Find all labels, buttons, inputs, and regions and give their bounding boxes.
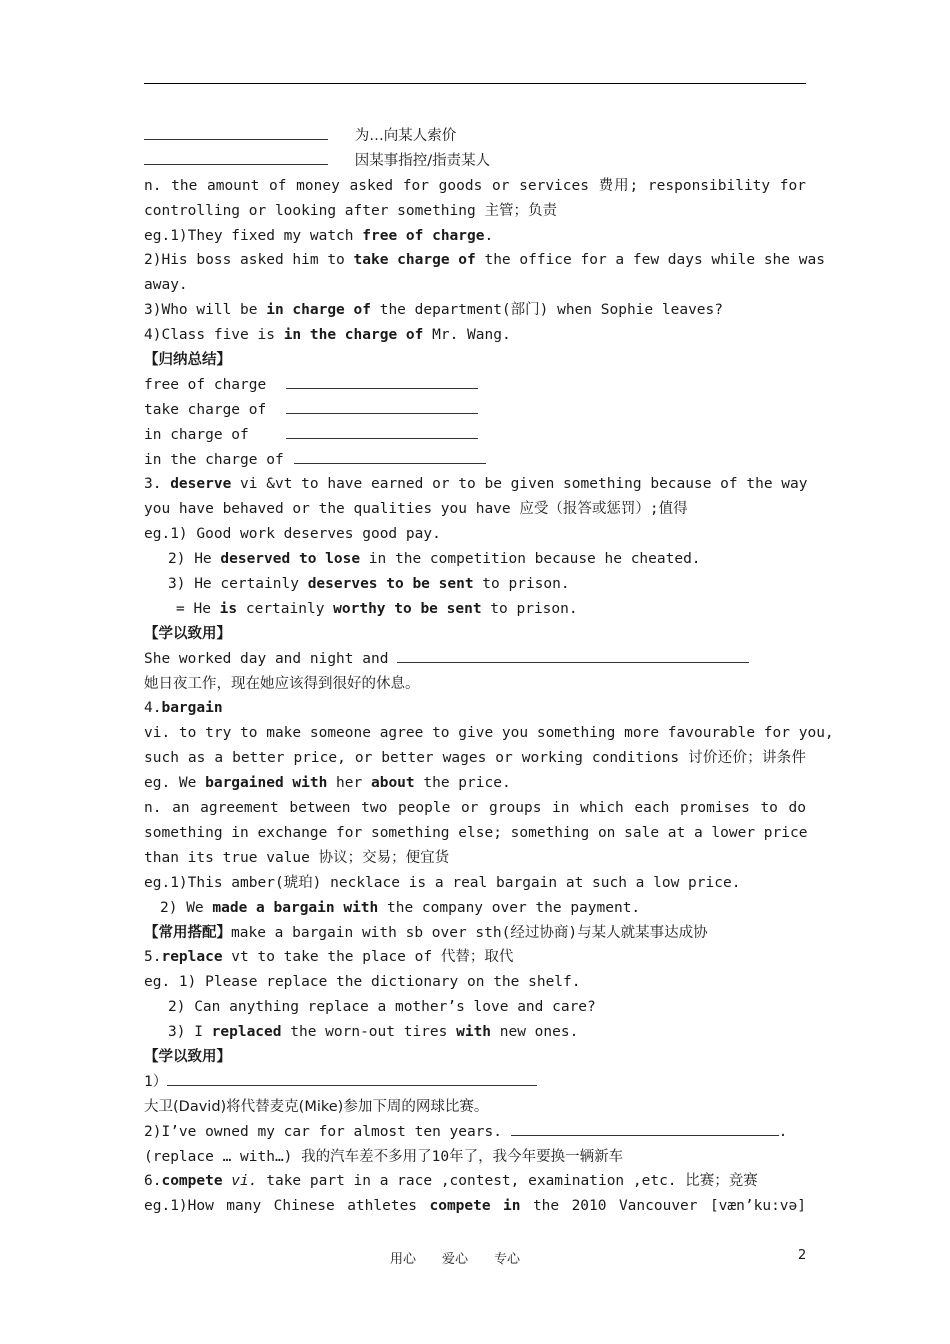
answer-blank[interactable] bbox=[286, 425, 478, 439]
entry-bargain: 4.bargain bbox=[144, 700, 223, 717]
practice-line: She worked day and night and bbox=[144, 647, 806, 672]
summary-item: free of charge bbox=[144, 373, 806, 398]
practice-line: 1） bbox=[144, 1070, 806, 1095]
example-line: 3) I replaced the worn-out tires with new ones. bbox=[168, 1024, 579, 1041]
answer-blank[interactable] bbox=[294, 450, 486, 464]
document-page bbox=[144, 124, 834, 1219]
page-footer bbox=[0, 1248, 950, 1268]
summary-item: in charge of bbox=[144, 423, 806, 448]
practice-translation: 她日夜工作，现在她应该得到很好的休息。 bbox=[144, 675, 420, 692]
answer-blank[interactable] bbox=[167, 1072, 537, 1086]
example-line: 2) Can anything replace a mother’s love and care? bbox=[168, 999, 596, 1016]
section-heading-practice: 【学以致用】 bbox=[144, 1048, 231, 1065]
section-heading-summary: 【归纳总结】 bbox=[144, 352, 231, 369]
practice-line: 2)I’ve owned my car for almost ten years. . bbox=[144, 1123, 788, 1140]
example-line: 3)Who will be in charge of the department(部门) when Sophie leaves? bbox=[144, 302, 723, 319]
example-line: eg.1) Good work deserves good pay. bbox=[144, 526, 441, 543]
practice-hint: (replace … with…) 我的汽车差不多用了10年了，我今年要换一辆新车 bbox=[144, 1148, 624, 1165]
example-line: 4)Class five is in the charge of Mr. Wang. bbox=[144, 327, 511, 344]
answer-blank[interactable] bbox=[144, 126, 328, 140]
answer-blank[interactable] bbox=[144, 151, 328, 165]
fill-line-charge-with bbox=[144, 149, 806, 174]
definition-line: you have behaved or the qualities you have 应受（报答或惩罚）;值得 bbox=[144, 501, 688, 518]
example-line: eg.1)They fixed my watch free of charge. bbox=[144, 227, 494, 244]
definition-line: something in exchange for something else; something on sale at a lower price bbox=[144, 824, 808, 841]
section-heading-practice: 【学以致用】 bbox=[144, 625, 231, 642]
example-line: eg. We bargained with her about the price. bbox=[144, 775, 511, 792]
summary-item: in the charge of bbox=[144, 448, 806, 473]
definition-line: controlling or looking after something 主管；负责 bbox=[144, 202, 557, 219]
definition-line: than its true value 协议；交易；便宜货 bbox=[144, 849, 450, 866]
example-line: away. bbox=[144, 277, 188, 294]
summary-item: take charge of bbox=[144, 398, 806, 423]
header-rule bbox=[144, 83, 806, 84]
translation-hint: 因某事指控/指责某人 bbox=[354, 152, 491, 169]
practice-translation: 大卫(David)将代替麦克(Mike)参加下周的网球比赛。 bbox=[144, 1098, 489, 1115]
collocation-line: 【常用搭配】make a bargain with sb over sth(经过协商)与某人就某事达成协 bbox=[144, 924, 708, 941]
answer-blank[interactable] bbox=[511, 1122, 779, 1136]
fill-line-charge-for bbox=[144, 124, 806, 149]
definition-line: such as a better price, or better wages or working conditions 讨价还价；讲条件 bbox=[144, 750, 806, 767]
entry-deserve: 3. deserve vi &vt to have earned or to be given something because of the way bbox=[144, 476, 808, 493]
example-line: 3) He certainly deserves to be sent to prison. bbox=[168, 576, 570, 593]
answer-blank[interactable] bbox=[286, 375, 478, 389]
footer-motto: 用心 爱心 专心 bbox=[390, 1252, 521, 1267]
example-line: 2)His boss asked him to take charge of the office for a few days while she was bbox=[144, 252, 825, 269]
definition-line: n. an agreement between two people or groups in which each promises to do bbox=[144, 800, 806, 817]
page-number: 2 bbox=[798, 1248, 807, 1263]
example-line: 2) We made a bargain with the company over the payment. bbox=[160, 899, 641, 916]
example-line: eg.1)This amber(琥珀) necklace is a real bargain at such a low price. bbox=[144, 874, 741, 891]
entry-compete: 6.compete vi. take part in a race ,contest, examination ,etc. 比赛；竞赛 bbox=[144, 1173, 758, 1190]
answer-blank[interactable] bbox=[286, 400, 478, 414]
definition-line: vi. to try to make someone agree to give you something more favourable for you, bbox=[144, 725, 834, 742]
answer-blank[interactable] bbox=[397, 649, 749, 663]
example-line: = He is certainly worthy to be sent to prison. bbox=[176, 600, 578, 617]
definition-line: n. the amount of money asked for goods or services 费用; responsibility for bbox=[144, 177, 806, 194]
translation-hint: 为…向某人索价 bbox=[354, 128, 457, 144]
example-line: eg.1)How many Chinese athletes compete in the 2010 Vancouver [væn’ku:və] bbox=[144, 1198, 806, 1215]
example-line: eg. 1) Please replace the dictionary on the shelf. bbox=[144, 974, 581, 991]
entry-replace: 5.replace vt to take the place of 代替；取代 bbox=[144, 949, 514, 966]
example-line: 2) He deserved to lose in the competition because he cheated. bbox=[168, 551, 701, 568]
